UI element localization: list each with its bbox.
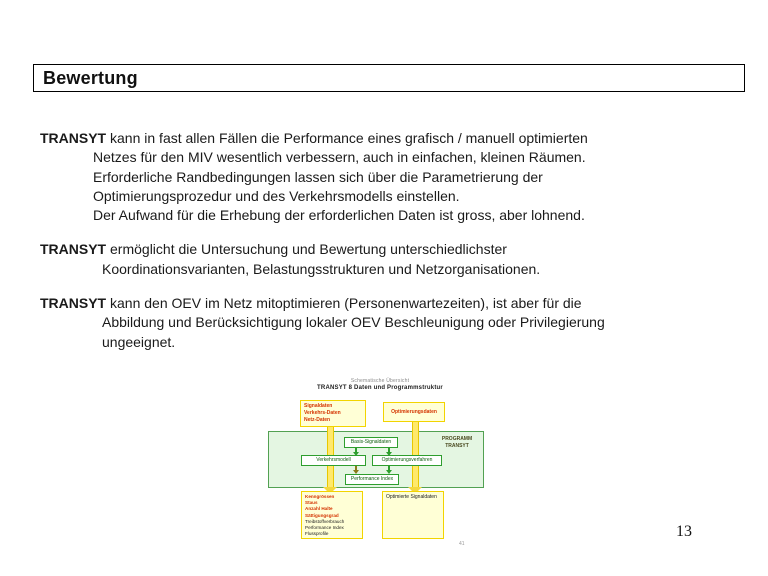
text-line: Signaldaten (304, 403, 333, 409)
text-line: Flussprofile (305, 531, 329, 537)
diagram-caption-small: Schematische Übersicht (350, 378, 410, 384)
connector-arrow-basis-model (353, 448, 359, 456)
performance-index-box: Performance Index (345, 474, 399, 485)
text-line: Netzes für den MIV wesentlich verbessern, auch in einfachen, kleinen Räumen. (93, 149, 586, 166)
optimized-signals-label: Optimierte Signaldaten (386, 494, 437, 500)
diagram-footnote: 41 (459, 541, 465, 547)
page-number: 13 (676, 523, 692, 540)
body-paragraph (40, 294, 750, 352)
diagram-caption: TRANSYT 8 Daten und Programmstruktur (317, 385, 443, 391)
connector-arrow-basis-optimizer (386, 448, 392, 456)
text-line: TRANSYT kann in fast allen Fällen die Performance eines grafisch / manuell optimierten (40, 130, 588, 146)
text-line: Erforderliche Randbedingungen lassen sich über die Parametrierung der (93, 168, 543, 185)
text-line: Treibstoffverbrauch (305, 518, 345, 524)
page-title: Bewertung (43, 68, 138, 88)
body-paragraph (40, 240, 750, 279)
input-data-box (300, 400, 366, 427)
text-line: ungeeignet. (102, 333, 176, 350)
text-line: TRANSYT kann den OEV im Netz mitoptimieren (Personenwartezeiten), ist aber für die (40, 295, 582, 312)
traffic-model-box: Verkehrsmodell (301, 455, 366, 466)
text-line: Sättigungsgrad (305, 512, 339, 518)
paragraph-lead: TRANSYT (40, 130, 107, 146)
text-line: Der Aufwand für die Erhebung der erforderlichen Daten ist gross, aber lohnend. (93, 207, 585, 224)
program-label-line1: PROGRAMM (441, 436, 473, 442)
optimization-data-label: Optimierungsdaten (391, 409, 437, 415)
text-line: Anzahl Halte (305, 506, 333, 512)
text-line: Koordinationsvarianten, Belastungsstrukturen und Netzorganisationen. (102, 260, 541, 277)
results-box (301, 491, 363, 539)
text-line: Staus (305, 500, 318, 506)
program-label-line2: TRANSYT (445, 442, 469, 449)
text-line: Performance Index (305, 525, 344, 531)
basis-signal-box: Basis-Signaldaten (344, 437, 398, 448)
optimized-signals-box (382, 491, 444, 539)
slide-title-box (33, 64, 745, 92)
text-line: TRANSYT ermöglicht die Untersuchung und Bewertung unterschiedlichster (40, 241, 507, 258)
text-line: Optimierungsprozedur und des Verkehrsmodells einstellen. (93, 187, 460, 204)
body-paragraph (40, 129, 750, 225)
connector-arrow-model-performance (353, 466, 359, 474)
transyt-structure-diagram (255, 376, 505, 556)
results-red-lines (305, 494, 359, 519)
text-line: Verkehrs-Daten (304, 410, 341, 416)
paragraph-lead: TRANSYT (40, 241, 107, 258)
optimizer-box: Optimierungsverfahren (372, 455, 442, 466)
paragraph-lead: TRANSYT (40, 295, 107, 312)
text-line: Kenngrössen (305, 494, 335, 499)
results-black-lines (305, 519, 359, 538)
body-paragraphs (40, 129, 750, 367)
connector-arrow-optimizer-performance (386, 466, 392, 474)
text-line: Netz-Daten (304, 417, 331, 423)
program-label (433, 436, 481, 449)
optimization-data-box (383, 402, 445, 422)
text-line: Abbildung und Berücksichtigung lokaler OEV Beschleunigung oder Privilegierung (102, 314, 605, 331)
